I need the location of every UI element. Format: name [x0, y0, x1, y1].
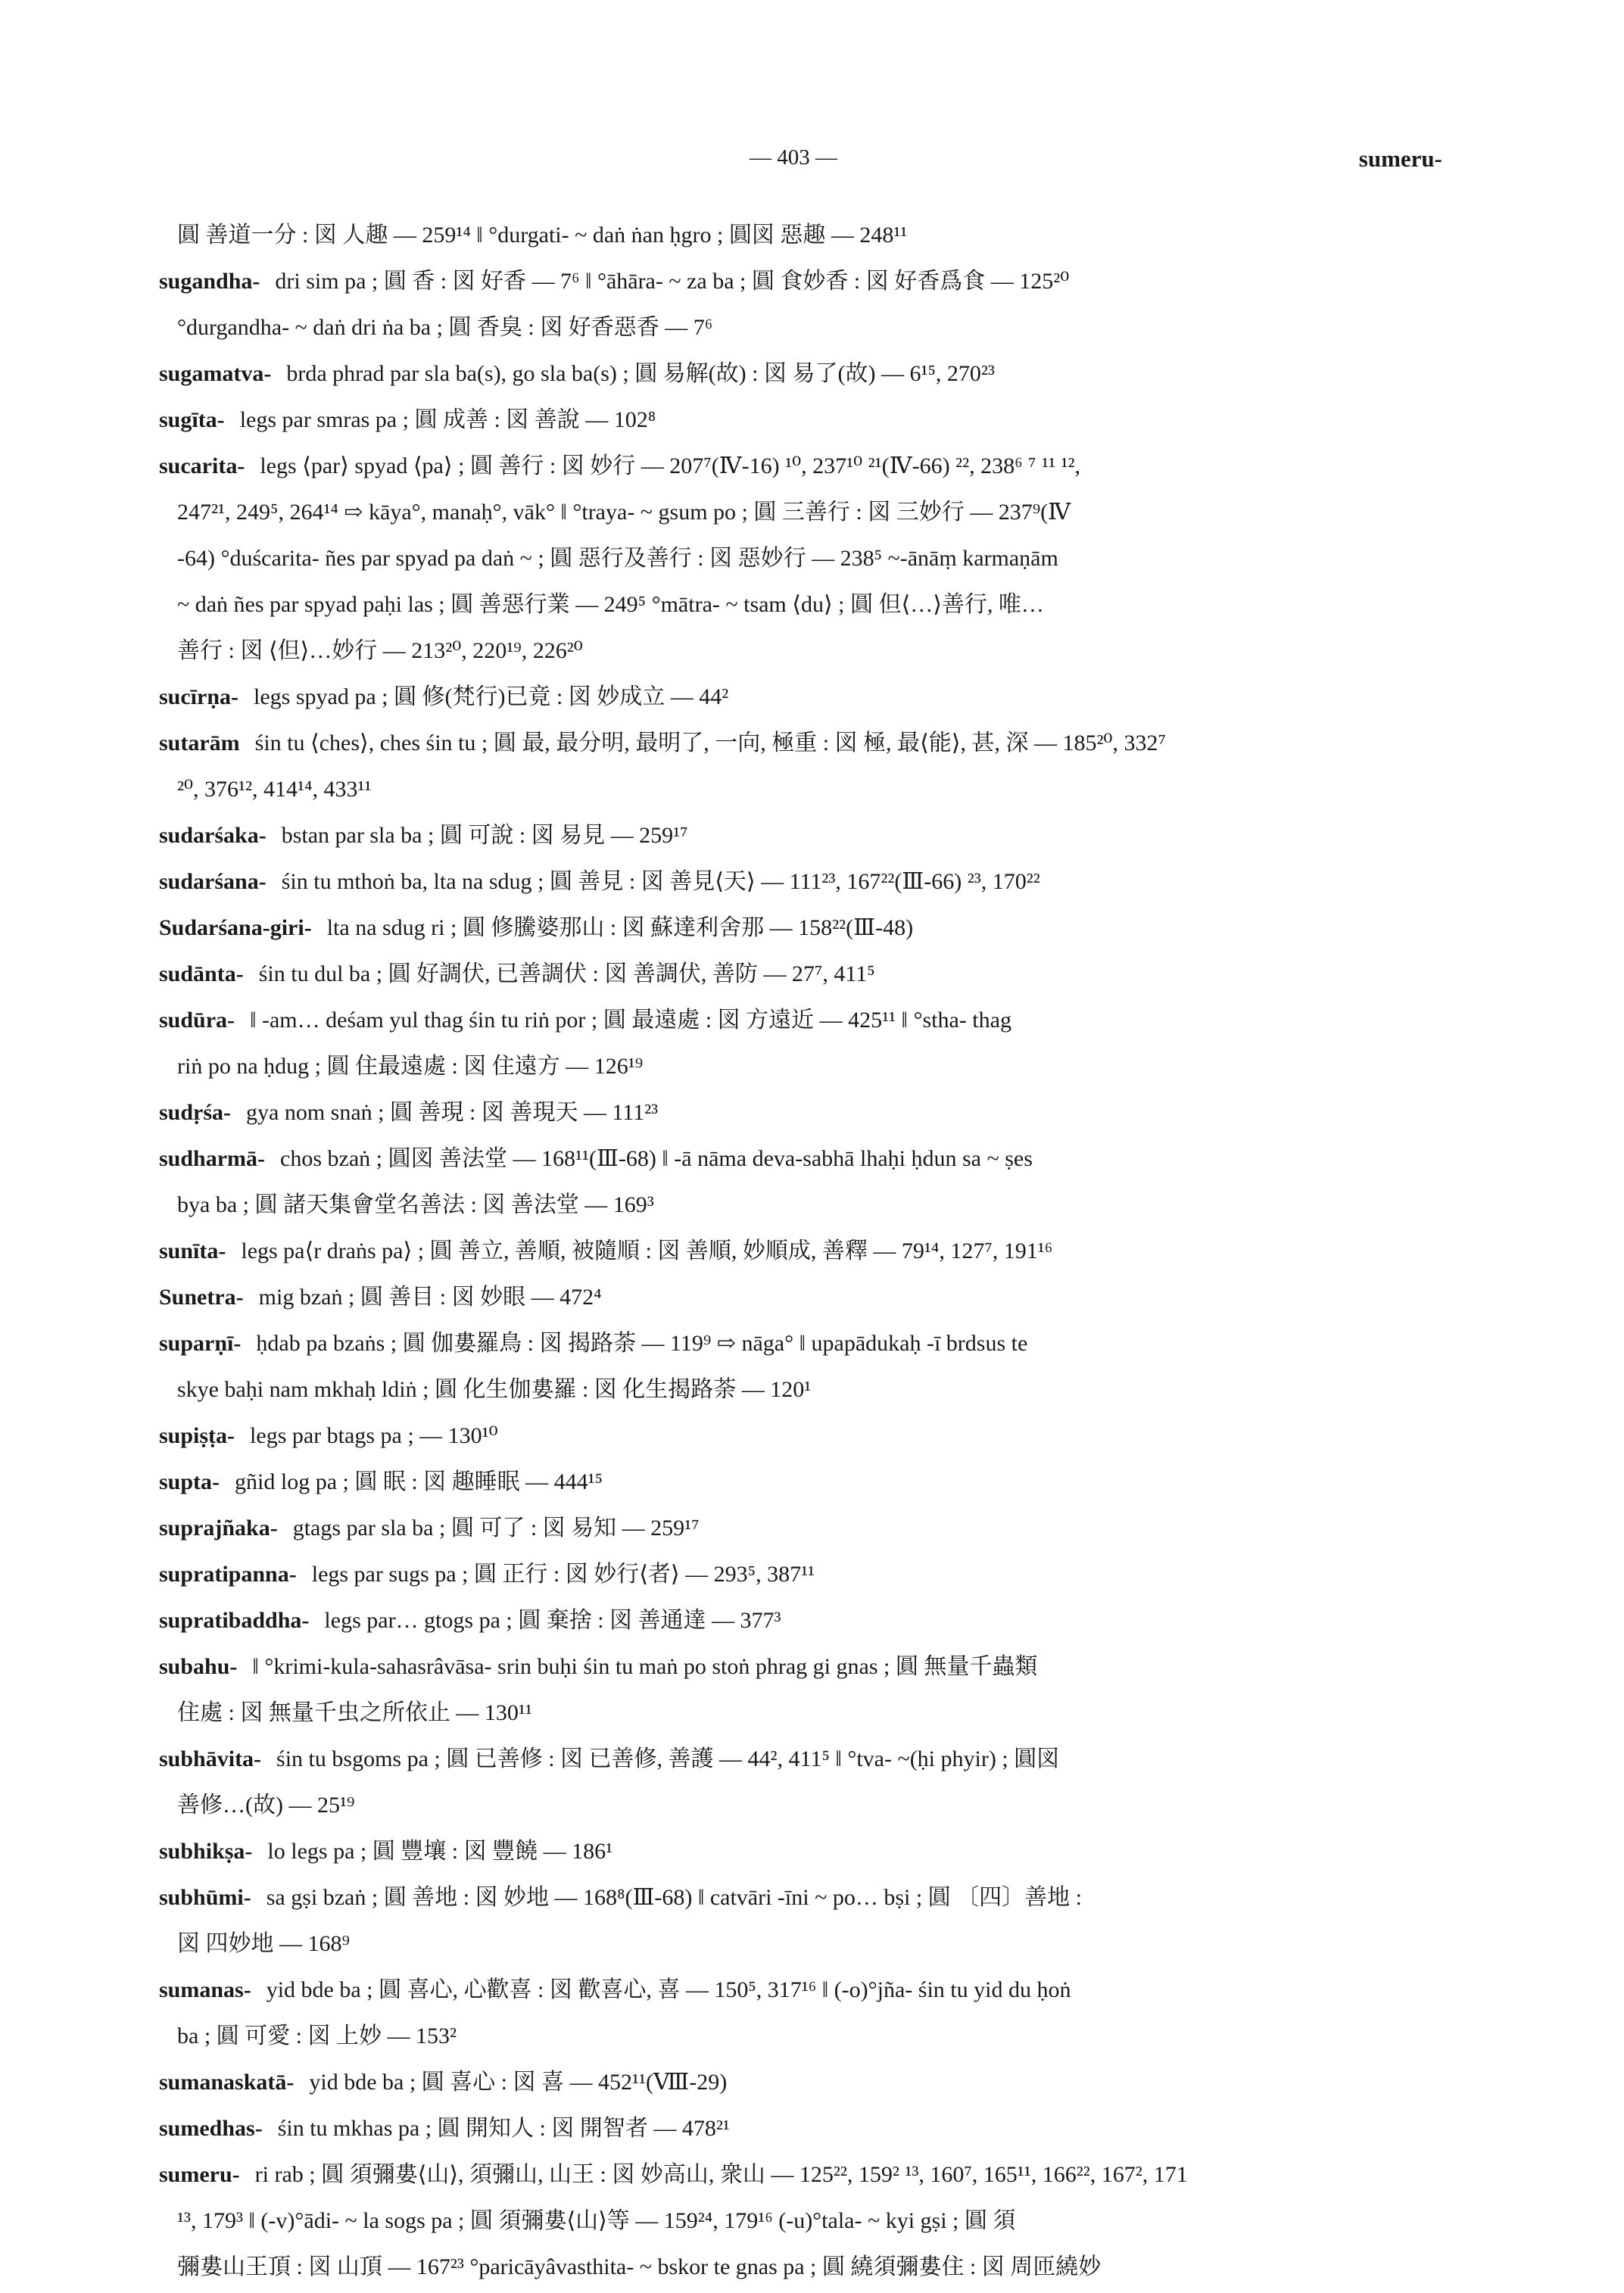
entry-line	[159, 674, 1485, 720]
headword: sutarām	[159, 731, 240, 756]
entry-text: mig bzaṅ ; 圓 善目 : 図 妙眼 — 472⁴	[258, 1285, 602, 1310]
continuation-line	[159, 1043, 1485, 1089]
continuation-line	[159, 1782, 1485, 1828]
entry-text: chos bzaṅ ; 圓図 善法堂 — 168¹¹(Ⅲ-68) ‖ -ā nāma deva-sabhā lhaḥi ḥdun sa ~ ṣes	[280, 1146, 1033, 1171]
entry-text: ²⁰, 376¹², 414¹⁴, 433¹¹	[177, 777, 372, 802]
headword: sugīta-	[159, 407, 225, 432]
entry-text: -64) °duścarita- ñes par spyad pa daṅ ~ ; 圓 惡行及善行 : 図 惡妙行 — 238⁵ ~-ānāṃ karmaṇām	[177, 546, 1058, 571]
headword: sudānta-	[159, 961, 244, 986]
entry-line	[159, 1828, 1485, 1874]
entry-line	[159, 2151, 1485, 2198]
entry-text: legs spyad pa ; 圓 修(梵行)已竟 : 図 妙成立 — 44²	[254, 684, 729, 709]
continuation-line	[159, 628, 1485, 674]
headword: sunīta-	[159, 1238, 226, 1263]
entry-text: yid bde ba ; 圓 喜心, 心歡喜 : 図 歡喜心, 喜 — 150⁵, 317¹⁶ ‖ (-o)°jña- śin tu yid du ḥoṅ	[266, 1977, 1071, 2002]
entry-line	[159, 997, 1485, 1043]
entry-text: ~ daṅ ñes par spyad paḥi las ; 圓 善惡行業 — 249⁵ °mātra- ~ tsam ⟨du⟩ ; 圓 但⟨…⟩善行, 唯…	[177, 592, 1044, 617]
entry-line	[159, 2105, 1485, 2151]
continuation-line	[159, 1690, 1485, 1736]
entry-text: riṅ po na ḥdug ; 圓 住最遠處 : 図 住遠方 — 126¹⁹	[177, 1054, 644, 1079]
entry-line	[159, 2059, 1485, 2105]
headword: sucarita-	[159, 453, 245, 478]
headword: sumedhas-	[159, 2116, 263, 2141]
entry-line	[159, 1736, 1485, 1782]
entry-text: ‖ -am… deśam yul thag śin tu riṅ por ; 圓 最遠處 : 図 方遠近 — 425¹¹ ‖ °stha- thag	[250, 1008, 1011, 1033]
entry-text: śin tu bsgoms pa ; 圓 已善修 : 図 已善修, 善護 — 44², 411⁵ ‖ °tva- ~(ḥi phyir) ; 圓図	[276, 1746, 1060, 1771]
entry-text: ‖ °krimi-kula-sahasrâvāsa- srin buḥi śin tu maṅ po stoṅ phrag gi gnas ; 圓 無量千蟲類	[252, 1654, 1038, 1679]
headword: Sudarśana-giri-	[159, 915, 312, 940]
entry-text: sa gṣi bzaṅ ; 圓 善地 : 図 妙地 — 168⁸(Ⅲ-68) ‖ catvāri -īni ~ po… bṣi ; 圓 〔四〕善地 :	[266, 1885, 1082, 1910]
continuation-line	[159, 535, 1485, 581]
headword: supratibaddha-	[159, 1608, 310, 1633]
headword: sudarśana-	[159, 869, 267, 894]
entry-text: legs ⟨par⟩ spyad ⟨pa⟩ ; 圓 善行 : 図 妙行 — 207⁷(Ⅳ-16) ¹⁰, 237¹⁰ ²¹(Ⅳ-66) ²², 238⁶ ⁷ ¹¹ ¹²,	[260, 453, 1080, 478]
entry-line	[159, 1274, 1485, 1320]
entry-line	[159, 1643, 1485, 1690]
headword: sumanas-	[159, 1977, 251, 2002]
entry-line	[159, 1874, 1485, 1921]
entry-text: legs par smras pa ; 圓 成善 : 図 善說 — 102⁸	[239, 407, 656, 432]
entry-line	[159, 1228, 1485, 1274]
headword: sudarśaka-	[159, 823, 267, 848]
page-number: — 403 —	[750, 145, 837, 170]
headword: subahu-	[159, 1654, 238, 1679]
continuation-line	[159, 2198, 1485, 2244]
entries-body	[159, 212, 1485, 2290]
entry-line	[159, 951, 1485, 997]
page-header	[0, 145, 1624, 179]
entry-text: dri sim pa ; 圓 香 : 図 好香 — 7⁶ ‖ °āhāra- ~ za ba ; 圓 食妙香 : 図 好香爲食 — 125²⁰	[275, 269, 1070, 294]
continuation-line	[159, 581, 1485, 628]
entry-line	[159, 720, 1485, 766]
headword: suparṇī-	[159, 1331, 242, 1356]
entry-line	[159, 905, 1485, 951]
entry-text: °durgandha- ~ daṅ dri ṅa ba ; 圓 香臭 : 図 好香惡香 — 7⁶	[177, 315, 713, 340]
headword: subhikṣa-	[159, 1839, 253, 1864]
entry-text: legs par… gtogs pa ; 圓 棄捨 : 図 善通達 — 377³	[324, 1608, 781, 1633]
headword: supiṣṭa-	[159, 1423, 235, 1448]
entry-text: śin tu dul ba ; 圓 好調伏, 已善調伏 : 図 善調伏, 善防 — 27⁷, 411⁵	[258, 961, 875, 986]
entry-text: 善修…(故) — 25¹⁹	[177, 1793, 355, 1818]
headword: sumanaskatā-	[159, 2070, 295, 2095]
entry-text: ḥdab pa bzaṅs ; 圓 伽婁羅鳥 : 図 揭路荼 — 119⁹ ⇨ nāga° ‖ upapādukaḥ -ī brdsus te	[256, 1331, 1028, 1356]
continuation-line	[159, 2013, 1485, 2059]
entry-text: śin tu ⟨ches⟩, ches śin tu ; 圓 最, 最分明, 最明了, 一向, 極重 : 図 極, 最⟨能⟩, 甚, 深 — 185²⁰, 332⁷	[254, 731, 1166, 756]
entry-text: 圓 善道一分 : 図 人趣 — 259¹⁴ ‖ °durgati- ~ daṅ ṅan ḥgro ; 圓図 惡趣 — 248¹¹	[177, 223, 908, 248]
headword: sudṛśa-	[159, 1100, 232, 1125]
entry-line	[159, 1413, 1485, 1459]
entry-line	[159, 258, 1485, 304]
entry-text: gtags par sla ba ; 圓 可了 : 図 易知 — 259¹⁷	[292, 1516, 700, 1541]
entry-text: skye baḥi nam mkhaḥ ldiṅ ; 圓 化生伽婁羅 : 図 化生揭路荼 — 120¹	[177, 1377, 812, 1402]
continuation-line	[159, 1366, 1485, 1413]
headword: subhūmi-	[159, 1885, 251, 1910]
headword: supratipanna-	[159, 1562, 297, 1587]
entry-text: ¹³, 179³ ‖ (-v)°ādi- ~ la sogs pa ; 圓 須彌婁⟨山⟩等 — 159²⁴, 179¹⁶ (-u)°tala- ~ kyi gṣi ; 圓 須	[177, 2208, 1016, 2233]
continuation-line	[159, 212, 1485, 258]
entry-text: 善行 : 図 ⟨但⟩…妙行 — 213²⁰, 220¹⁹, 226²⁰	[177, 638, 583, 663]
continuation-line	[159, 766, 1485, 812]
headword: sudūra-	[159, 1008, 235, 1033]
entry-text: 住處 : 図 無量千虫之所依止 — 130¹¹	[177, 1700, 532, 1725]
entry-text: 彌婁山王頂 : 図 山頂 — 167²³ °paricāyâvasthita- ~ bskor te gnas pa ; 圓 繞須彌婁住 : 図 周匝繞妙	[177, 2254, 1102, 2279]
entry-text: 図 四妙地 — 168⁹	[177, 1931, 350, 1956]
entry-text: yid bde ba ; 圓 喜心 : 図 喜 — 452¹¹(Ⅷ-29)	[309, 2070, 728, 2095]
entry-text: ba ; 圓 可愛 : 図 上妙 — 153²	[177, 2024, 457, 2048]
entry-line	[159, 350, 1485, 397]
headword: suprajñaka-	[159, 1516, 278, 1541]
entry-line	[159, 858, 1485, 905]
running-head: sumeru-	[1358, 145, 1442, 172]
entry-text: lta na sdug ri ; 圓 修騰婆那山 : 図 蘇達利舍那 — 158²²(Ⅲ-48)	[326, 915, 914, 940]
entry-line	[159, 1089, 1485, 1136]
continuation-line	[159, 2244, 1485, 2290]
entry-line	[159, 1551, 1485, 1597]
continuation-line	[159, 1182, 1485, 1228]
headword: sumeru-	[159, 2162, 240, 2187]
entry-text: lo legs pa ; 圓 豐壤 : 図 豐饒 — 186¹	[267, 1839, 613, 1864]
entry-text: bstan par sla ba ; 圓 可說 : 図 易見 — 259¹⁷	[281, 823, 688, 848]
entry-line	[159, 1505, 1485, 1551]
entry-text: gñid log pa ; 圓 眠 : 図 趣睡眠 — 444¹⁵	[235, 1469, 603, 1494]
entry-line	[159, 1967, 1485, 2013]
entry-line	[159, 1597, 1485, 1643]
headword: sucīrṇa-	[159, 684, 238, 709]
entry-text: śin tu mkhas pa ; 圓 開知人 : 図 開智者 — 478²¹	[277, 2116, 730, 2141]
entry-text: legs pa⟨r draṅs pa⟩ ; 圓 善立, 善順, 被隨順 : 図 善順, 妙順成, 善釋 — 79¹⁴, 127⁷, 191¹⁶	[241, 1238, 1053, 1263]
entry-text: 247²¹, 249⁵, 264¹⁴ ⇨ kāya°, manaḥ°, vāk° ‖ °traya- ~ gsum po ; 圓 三善行 : 図 三妙行 — 237⁹(Ⅳ	[177, 500, 1071, 525]
headword: sugamatva-	[159, 361, 272, 386]
headword: supta-	[159, 1469, 220, 1494]
entry-text: legs par btags pa ; — 130¹⁰	[250, 1423, 498, 1448]
entry-line	[159, 1459, 1485, 1505]
entry-line	[159, 443, 1485, 489]
entry-line	[159, 1320, 1485, 1366]
entry-text: gya nom snaṅ ; 圓 善現 : 図 善現天 — 111²³	[246, 1100, 659, 1125]
entry-text: bya ba ; 圓 諸天集會堂名善法 : 図 善法堂 — 169³	[177, 1192, 654, 1217]
entry-text: brda phrad par sla ba(s), go sla ba(s) ; 圓 易解(故) : 図 易了(故) — 6¹⁵, 270²³	[286, 361, 995, 386]
entry-text: śin tu mthoṅ ba, lta na sdug ; 圓 善見 : 図 善見⟨天⟩ — 111²³, 167²²(Ⅲ-66) ²³, 170²²	[281, 869, 1040, 894]
continuation-line	[159, 304, 1485, 350]
entry-text: legs par sugs pa ; 圓 正行 : 図 妙行⟨者⟩ — 293⁵, 387¹¹	[311, 1562, 815, 1587]
headword: subhāvita-	[159, 1746, 262, 1771]
entry-line	[159, 397, 1485, 443]
entry-text: ri rab ; 圓 須彌婁⟨山⟩, 須彌山, 山王 : 図 妙高山, 衆山 — 125²², 159² ¹³, 160⁷, 165¹¹, 166²², 167², 171	[254, 2162, 1188, 2187]
headword: Sunetra-	[159, 1285, 244, 1310]
continuation-line	[159, 489, 1485, 535]
entry-line	[159, 812, 1485, 858]
headword: sudharmā-	[159, 1146, 266, 1171]
headword: sugandha-	[159, 269, 260, 294]
entry-line	[159, 1136, 1485, 1182]
continuation-line	[159, 1921, 1485, 1967]
